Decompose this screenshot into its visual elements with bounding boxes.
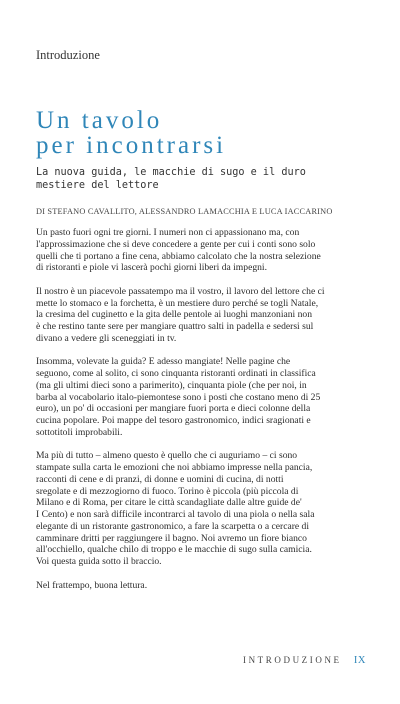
chapter-title-line-1: Un tavolo	[36, 107, 163, 134]
body-line: Un pasto fuori ogni tre giorni. I numeri non ci appassionano ma, con	[36, 227, 300, 238]
body-paragraph	[36, 580, 368, 592]
running-head: Introduzione	[36, 48, 100, 62]
body-line: Nel frattempo, buona lettura.	[36, 579, 148, 591]
body-line: Insomma, volevate la guida? E adesso mangiate! Nelle pagine che	[36, 356, 291, 368]
body-line: l'approssimazione che si deve concedere a gente per cui i conti sono solo	[36, 238, 316, 250]
footer-section-label: INTRODUZIONE	[242, 655, 342, 665]
body-line: divano a vedere gli sceneggiati in tv.	[36, 332, 177, 344]
body-line: elegante di un ristorante gastronomico, a fare la scarpetta o a cercare di	[36, 520, 310, 532]
body-line: Il nostro è un piacevole passatempo ma il vostro, il lavoro del lettore che ci	[36, 285, 325, 297]
body-line: all'occhiello, qualche chilo di troppo e le macchie di sugo sulla camicia.	[36, 544, 312, 556]
body-line: sregolate e di mezzogiorno di fuoco. Torino è piccola (più piccola di	[36, 485, 299, 497]
body-line: è che restino tante sere per mangiare quattro salti in padella e sedersi sul	[36, 321, 314, 333]
body-line: Voi questa guida sotto il braccio.	[36, 556, 162, 568]
body-paragraph	[36, 227, 368, 274]
body-line: cucina popolare. Poi mappe del tesoro gastronomico, indici sragionati e	[36, 415, 311, 427]
body-line: Ma più di tutto – almeno questo è quello che ci auguriamo – ci sono	[36, 450, 298, 462]
chapter-subtitle-line-2: mestiere del lettore	[36, 180, 159, 191]
body-line: la cresima del cuginetto e la gita delle pentole ai luoghi manzoniani non	[36, 309, 312, 321]
author-byline: DI STEFANO CAVALLITO, ALESSANDRO LAMACCHIA E LUCA IACCARINO	[36, 207, 333, 216]
chapter-subtitle-line-1: La nuova guida, le macchie di sugo e il duro	[36, 167, 306, 178]
body-paragraph	[36, 450, 368, 568]
body-line: quelli che ti portano a fine cena, abbiamo calcolato che la nostra selezione	[36, 250, 321, 262]
body-line: camminare dritti per raggiungere il bagno. Noi avremo un fiore bianco	[36, 532, 307, 544]
page-footer	[243, 655, 366, 666]
body-line: I Cento) e non sarà difficile incontrarci al tavolo di una piola o nella sala	[36, 509, 315, 521]
body-line: stampate sulla carta le emozioni che noi abbiamo impresse nella pancia,	[36, 462, 313, 474]
chapter-subtitle	[36, 166, 366, 192]
body-line: sottotitoli improbabili.	[36, 426, 123, 438]
body-line: Milano e di Roma, per citare le città scandagliate dalle altre guide de'	[36, 497, 302, 509]
chapter-title-line-2: per incontrarsi	[36, 132, 227, 159]
body-line: barba al vocabolario italo-piemontese sono i posti che costano meno di 25	[36, 391, 321, 403]
body-line: (ma gli ultimi dieci sono a parimerito), cinquanta piole (che per noi, in	[36, 379, 307, 391]
page-number: IX	[353, 655, 366, 666]
body-paragraph	[36, 356, 368, 438]
body-line: racconti di cene e di pranzi, di donne e uomini di cucina, di notti	[36, 473, 284, 485]
body-line: mette lo stomaco e la forchetta, è un mestiere duro perché se togli Natale,	[36, 297, 319, 309]
chapter-title	[36, 108, 226, 158]
body-line: euro), un po' di occasioni per mangiare fuori porta e dieci colonne della	[36, 403, 311, 415]
body-text	[36, 227, 368, 603]
body-line: di ristoranti e piole vi lascerà pochi giorni liberi da impegni.	[36, 262, 267, 274]
body-line: seguono, come al solito, ci sono cinquanta ristoranti ordinati in classifica	[36, 368, 316, 380]
body-paragraph	[36, 286, 368, 345]
